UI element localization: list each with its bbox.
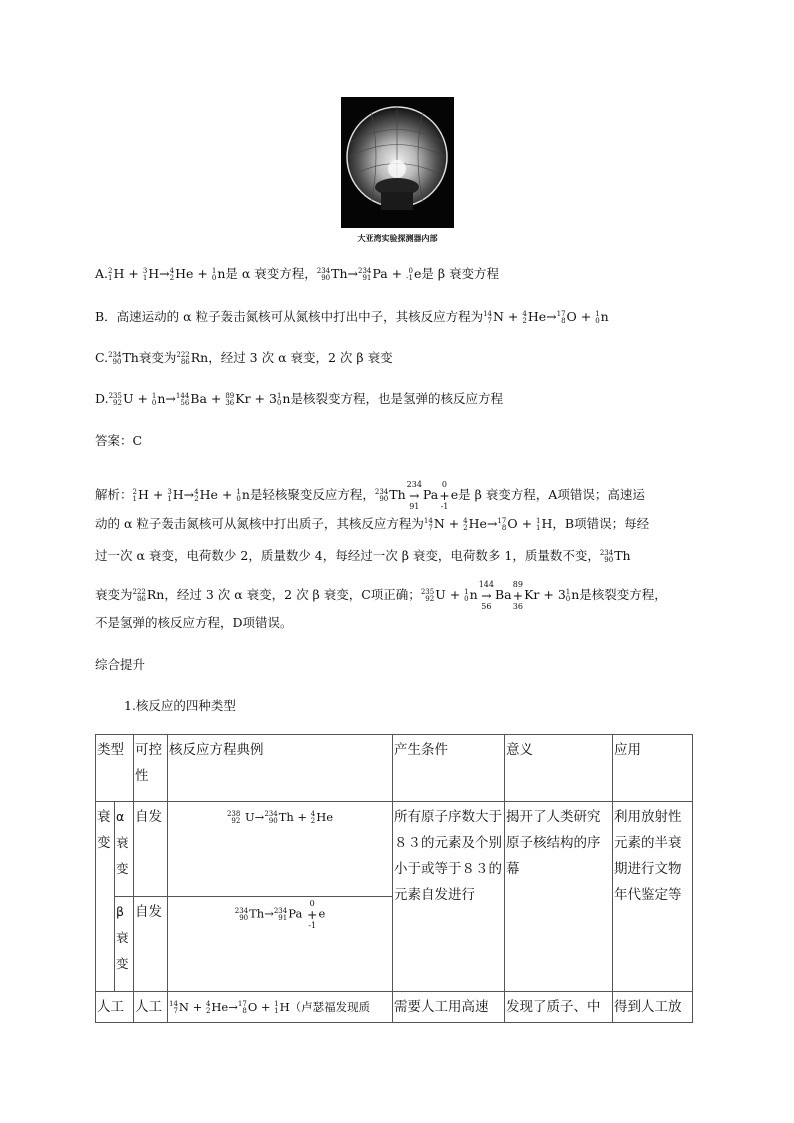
option-d: D. 235 92 U + 1 0 n→ 144 56 Ba + 89 36 Kr + 3 1 0 n是核裂变方程，也是氢弹的核反应方程 xyxy=(95,391,503,407)
option-b: B．高速运动的 α 粒子轰击氮核可从氮核中打出中子，其核反应方程为 14 7 N + 4 2 He→ 17 8 O + 1 0 n xyxy=(95,309,609,325)
header-controllability: 可控性 xyxy=(134,735,168,802)
header-equation: 核反应方程典例 xyxy=(168,735,393,802)
cell-alpha-label: α衰变 xyxy=(115,802,134,897)
header-condition: 产生条件 xyxy=(393,735,505,802)
cell-beta-equation: 234 90 Th→ 234 91 Pa 0 + -1 e xyxy=(168,897,393,992)
header-application: 应用 xyxy=(613,735,693,802)
header-type: 类型 xyxy=(96,735,134,802)
analysis-line-4: 衰变为 222 86 Rn，经过 3 次 α 衰变，2 次 β 衰变，C项正确； 235 92 U + 1 0 n 144 → 56 Ba 89 + 36 Kr + 3 1 0 n是核裂变方程， xyxy=(95,580,667,611)
cell-alpha-equation: 238 92 U→ 234 90 Th + 4 2 He xyxy=(168,802,393,897)
cell-alpha-ctrl: 自发 xyxy=(134,802,168,897)
option-c: C. 234 90 Th衰变为 222 86 Rn，经过 3 次 α 衰变，2 次 β 衰变 xyxy=(95,350,393,366)
cell-beta-label: β衰变 xyxy=(115,897,134,992)
nuclear-reaction-table xyxy=(95,734,693,1023)
photo-caption: 大亚湾实验探测器内部 xyxy=(357,234,438,243)
section-title: 综合提升 xyxy=(95,657,146,672)
sub-title: 1.核反应的四种类型 xyxy=(124,698,236,713)
detector-photo xyxy=(341,97,454,228)
analysis-line-3: 过一次 α 衰变，电荷数少 2，质量数少 4，每经过一次 β 衰变，电荷数多 1，质量数不变， 234 90 Th xyxy=(95,548,631,564)
analysis-line-5: 不是氢弹的核反应方程，D项错误。 xyxy=(95,615,293,630)
cell-decay: 衰变 xyxy=(96,802,115,992)
cell-artificial-application: 得到人工放 xyxy=(613,992,693,1023)
cell-condition: 所有原子序数大于８３的元素及个别小于或等于８３的元素自发进行 xyxy=(393,802,505,992)
cell-application: 利用放射性元素的半衰期进行文物年代鉴定等 xyxy=(613,802,693,992)
cell-artificial-type: 人工 xyxy=(96,992,134,1023)
cell-artificial-ctrl: 人工 xyxy=(134,992,168,1023)
cell-meaning: 揭开了人类研究原子核结构的序幕 xyxy=(505,802,613,992)
table-header-row xyxy=(96,735,693,802)
analysis-line-1: 解析： 2 1 H + 3 1 H→ 4 2 He + 1 0 n是轻核聚变反应方程， 234 90 Th 234 → 91 Pa 0 + -1 e是 β 衰变方程，A项错误；高速运 xyxy=(95,480,645,511)
cell-artificial-meaning: 发现了质子、中 xyxy=(505,992,613,1023)
table-row-alpha xyxy=(96,802,693,897)
cell-beta-ctrl: 自发 xyxy=(134,897,168,992)
cell-artificial-condition: 需要人工用高速 xyxy=(393,992,505,1023)
option-a: A. 2 1 H + 3 1 H→ 4 2 He + 1 0 n是 α 衰变方程， 234 90 Th→ 234 91 Pa + 0 -1 e是 β 衰变方程 xyxy=(95,266,500,282)
header-meaning: 意义 xyxy=(505,735,613,802)
cell-artificial-equation: 14 7 N + 4 2 He→ 17 8 O + 1 1 H（卢瑟福发现质 xyxy=(168,992,393,1023)
analysis-line-2: 动的 α 粒子轰击氮核可从氮核中打出质子，其核反应方程为 14 7 N + 4 2 He→ 17 8 O + 1 1 H，B项错误；每经 xyxy=(95,516,650,532)
answer: 答案：C xyxy=(95,433,143,448)
table-row-artificial xyxy=(96,992,693,1023)
